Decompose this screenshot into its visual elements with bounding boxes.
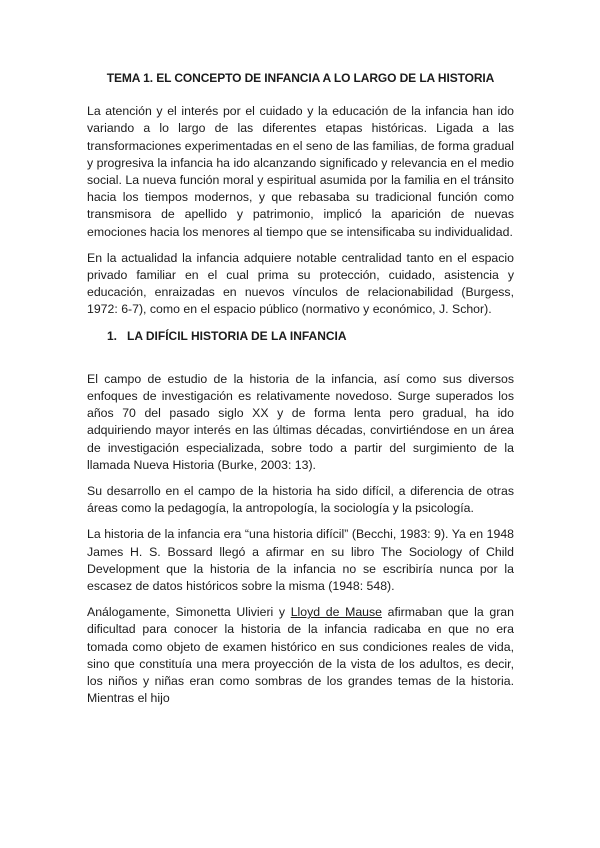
document-title: TEMA 1. EL CONCEPTO DE INFANCIA A LO LARGO DE LA HISTORIA [106, 71, 495, 85]
section-paragraph-4 [87, 604, 514, 707]
section-paragraph-3: La historia de la infancia era “una historia difícil” (Becchi, 1983: 9). Ya en 1948 James H. S. Bossard llegó a afirmar en su libro The Sociology of Child Development que la historia de la infancia no se escribiría nunca por la escasez de datos históricos sobre la misma (1948: 548). [87, 527, 514, 594]
section-heading [107, 328, 514, 345]
section-paragraph-1: El campo de estudio de la historia de la infancia, así como sus diversos enfoques de investigación es relativamente novedoso. Surge superados los años 70 del pasado siglo XX y de forma lenta pero gradual, ha ido adquiriendo mayor interés en las últimas décadas, convirtiéndose en un área de investigación especializada, sobre todo a partir del surgimiento de la llamada Nueva Historia (Burke, 2003: 13). [87, 371, 514, 472]
section-title: LA DIFÍCIL HISTORIA DE LA INFANCIA [127, 328, 347, 343]
intro-paragraph-1: La atención y el interés por el cuidado y la educación de la infancia han ido variando a lo largo de las diferentes etapas históricas. Ligada a las transformaciones experimentadas en el seno de las familias, de forma gradual y progresiva la infancia ha ido alcanzando significado y relevancia en el medio social. La nueva función moral y espiritual asumida por la familia en el tránsito hacia los tiempos modernos, y que rebasaba su tradicional función como transmisora de apellido y patrimonio, implicó la aparición de nuevas emociones hacia los menores al tiempo que se intensificaba su individualidad. [87, 104, 514, 239]
document-page [87, 70, 514, 717]
lloyd-de-mause-link[interactable]: Lloyd de Mause [290, 605, 382, 620]
section-paragraph-2: Su desarrollo en el campo de la historia ha sido difícil, a diferencia de otras áreas como la pedagogía, la antropología, la sociología y la psicología. [87, 484, 514, 516]
paragraph-text-end: afirmaban que la gran dificultad para conocer la historia de la infancia radicaba en que no era tomada como objeto de examen histórico en sus condiciones reales de vida, sino que constituía una mera proyección de la vista de los adultos, es decir, los niños y niñas eran como sombras de los grandes temas de la historia. Mientras el hijo [87, 605, 514, 706]
section-number: 1. [107, 328, 118, 343]
paragraph-text-start: Análogamente, Simonetta Ulivieri y [87, 605, 291, 620]
intro-paragraph-2: En la actualidad la infancia adquiere notable centralidad tanto en el espacio privado familiar en el cual prima su protección, cuidado, asistencia y educación, enraizadas en nuevos vínculos de relacionabilidad (Burgess, 1972: 6-7), como en el espacio público (normativo y económico, J. Schor). [87, 250, 514, 317]
